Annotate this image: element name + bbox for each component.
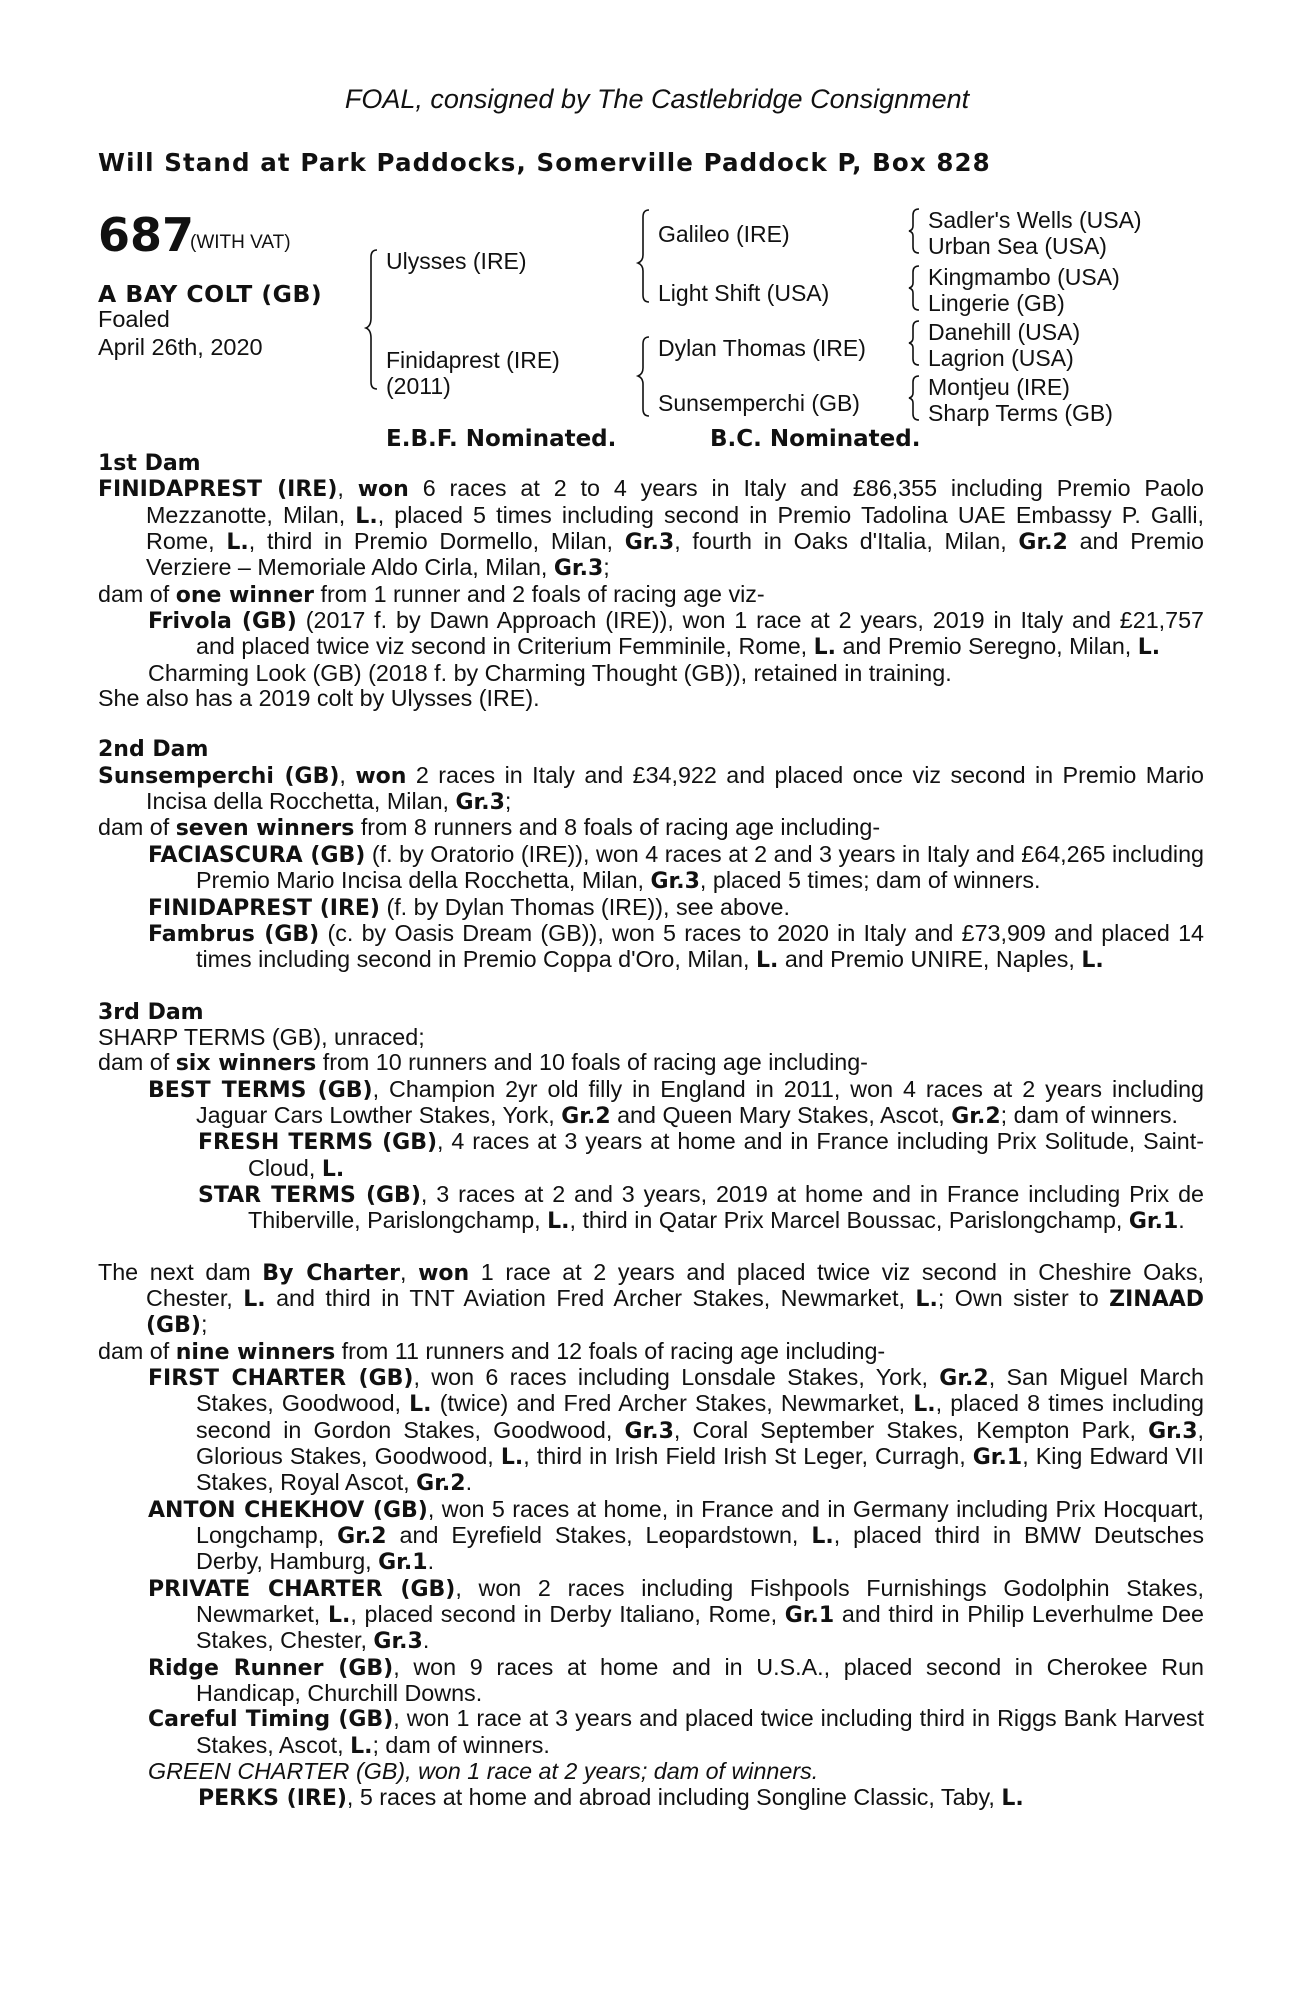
- third-dam-produce-summary: dam of six winners from 10 runners and 10 foals of racing age including-: [98, 1049, 868, 1077]
- second-dam-foal-faciascura: FACIASCURA (GB) (f. by Oratorio (IRE)), won 4 races at 2 and 3 years in Italy and £64,265 including Premio Mario Incisa della Rocchetta, Milan, Gr.3, placed 5 times; dam of winners.: [148, 840, 1204, 895]
- dam-line-text: [98, 450, 1204, 1811]
- pedigree-dam-dam: Sunsemperchi (GB): [658, 390, 860, 416]
- first-dam-foal-charming-look: Charming Look (GB) (2018 f. by Charming Thought (GB)), retained in training.: [148, 659, 952, 686]
- second-dam-produce-summary: dam of seven winners from 8 runners and 8 foals of racing age including-: [98, 814, 881, 842]
- second-dam-record: Sunsemperchi (GB), won 2 races in Italy and £34,922 and placed once viz second in Premio Mario Incisa della Rocchetta, Milan, Gr.3;: [98, 761, 1205, 816]
- bc-nominated: B.C. Nominated.: [710, 426, 921, 452]
- pedigree-sire-dam: Light Shift (USA): [658, 280, 830, 306]
- pedigree-sss: Sadler's Wells (USA): [928, 207, 1142, 233]
- first-dam-foal-frivola: Frivola (GB) (2017 f. by Dawn Approach (IRE)), won 1 race at 2 years, 2019 in Italy and £21,757 and placed twice viz second in Criterium Femminile, Rome, L. and Premio Seregno, Milan, L.: [148, 607, 1204, 661]
- next-dam-foal-private-charter: PRIVATE CHARTER (GB), won 2 races including Fishpools Furnishings Godolphin Stakes, Newmarket, L., placed second in Derby Italiano, Rome, Gr.1 and third in Philip Leverhulme Dee Stakes, Chester, Gr.3.: [148, 1574, 1205, 1655]
- lot-number: 687: [98, 208, 195, 262]
- pedigree-ddd: Sharp Terms (GB): [928, 400, 1113, 426]
- pedigree-dam-sire: Dylan Thomas (IRE): [658, 335, 866, 361]
- pedigree-dam-year: (2011): [386, 373, 451, 399]
- foaled-label: Foaled: [98, 306, 170, 332]
- next-dam-foal-anton-chekhov: ANTON CHEKHOV (GB), won 5 races at home, in France and in Germany including Prix Hocquart, Longchamp, Gr.2 and Eyrefield Stakes, Leopardstown, L., placed third in BMW Deutsches Derby, Hamburg, Gr.1.: [148, 1495, 1204, 1576]
- third-dam-heading: 3rd Dam: [98, 999, 204, 1025]
- third-dam-granddaughter-star-terms: STAR TERMS (GB), 3 races at 2 and 3 years, 2019 at home and in France including Prix de Thiberville, Parislongchamp, L., third in Qatar Prix Marcel Boussac, Parislongchamp, Gr.1.: [198, 1180, 1204, 1235]
- consignor-line: FOAL, consigned by The Castlebridge Consignment: [344, 84, 970, 114]
- pedigree-dds: Montjeu (IRE): [928, 374, 1070, 400]
- third-dam-record: SHARP TERMS (GB), unraced;: [98, 1023, 425, 1050]
- ebf-nominated: E.B.F. Nominated.: [386, 426, 617, 452]
- vat-note: (WITH VAT): [190, 232, 291, 253]
- pedigree-sds: Kingmambo (USA): [928, 264, 1120, 290]
- second-dam-foal-fambrus: Fambrus (GB) (c. by Oasis Dream (GB)), won 5 races to 2020 in Italy and £73,909 and placed 14 times including second in Premio Coppa d'Oro, Milan, L. and Premio UNIRE, Naples, L.: [148, 919, 1204, 974]
- foaled-date: April 26th, 2020: [98, 334, 263, 360]
- first-dam-produce-summary: dam of one winner from 1 runner and 2 foals of racing age viz-: [98, 580, 765, 608]
- pedigree-sire-sire: Galileo (IRE): [658, 221, 790, 247]
- first-dam-record: FINIDAPREST (IRE), won 6 races at 2 to 4 years in Italy and £86,355 including Premio Paolo Mezzanotte, Milan, L., placed 5 times including second in Premio Tadolina UAE Embassy P. Galli, Rome, L., third in Premio Dormello, Milan, Gr.3, fourth in Oaks d'Italia, Milan, Gr.2 and Premio Verziere – Memoriale Aldo Cirla, Milan, Gr.3;: [98, 475, 1205, 582]
- third-dam-granddaughter-fresh-terms: FRESH TERMS (GB), 4 races at 3 years at home and in France including Prix Solitude, Saint-Cloud, L.: [198, 1128, 1204, 1182]
- pedigree-dss: Danehill (USA): [928, 319, 1081, 345]
- next-dam-record: The next dam By Charter, won 1 race at 2 years and placed twice viz second in Cheshire Oaks, Chester, L. and third in TNT Aviation Fred Archer Stakes, Newmarket, L.; Own sister to ZINAAD (GB);: [98, 1258, 1205, 1339]
- second-dam-foal-finidaprest: FINIDAPREST (IRE) (f. by Dylan Thomas (IRE)), see above.: [148, 893, 790, 921]
- first-dam-note: She also has a 2019 colt by Ulysses (IRE).: [98, 685, 540, 712]
- stand-location: Will Stand at Park Paddocks, Somerville Paddock P, Box 828: [98, 148, 991, 177]
- next-dam-foal-ridge-runner: Ridge Runner (GB), won 9 races at home and in U.S.A., placed second in Cherokee Run Handicap, Churchill Downs.: [148, 1653, 1204, 1707]
- second-dam-heading: 2nd Dam: [98, 737, 209, 763]
- pedigree-ssd: Urban Sea (USA): [928, 233, 1107, 259]
- pedigree-sdd: Lingerie (GB): [928, 290, 1065, 316]
- third-dam-foal-best-terms: BEST TERMS (GB), Champion 2yr old filly in England in 2011, won 4 races at 2 years including Jaguar Cars Lowther Stakes, York, Gr.2 and Queen Mary Stakes, Ascot, Gr.2; dam of winners.: [148, 1075, 1204, 1129]
- pedigree-dam: Finidaprest (IRE): [386, 347, 560, 373]
- next-dam-granddaughter-perks: PERKS (IRE), 5 races at home and abroad including Songline Classic, Taby, L.: [198, 1783, 1024, 1811]
- next-dam-foal-green-charter: GREEN CHARTER (GB), won 1 race at 2 years; dam of winners.: [148, 1758, 819, 1785]
- first-dam-heading: 1st Dam: [98, 451, 201, 476]
- next-dam-foal-careful-timing: Careful Timing (GB), won 1 race at 3 years and placed twice including third in Riggs Bank Harvest Stakes, Ascot, L.; dam of winners.: [148, 1705, 1204, 1759]
- next-dam-produce-summary: dam of nine winners from 11 runners and 12 foals of racing age including-: [98, 1337, 886, 1365]
- lot-title: A BAY COLT (GB): [98, 280, 323, 308]
- next-dam-foal-first-charter: FIRST CHARTER (GB), won 6 races including Lonsdale Stakes, York, Gr.2, San Miguel March Stakes, Goodwood, L. (twice) and Fred Archer Stakes, Newmarket, L., placed 8 times including second in Gordon Stakes, Goodwood, Gr.3, Coral September Stakes, Kempton Park, Gr.3, Glorious Stakes, Goodwood, L., third in Irish Field Irish St Leger, Curragh, Gr.1, King Edward VII Stakes, Royal Ascot, Gr.2.: [148, 1364, 1204, 1497]
- pedigree-dsd: Lagrion (USA): [928, 345, 1074, 371]
- pedigree-sire: Ulysses (IRE): [386, 248, 527, 274]
